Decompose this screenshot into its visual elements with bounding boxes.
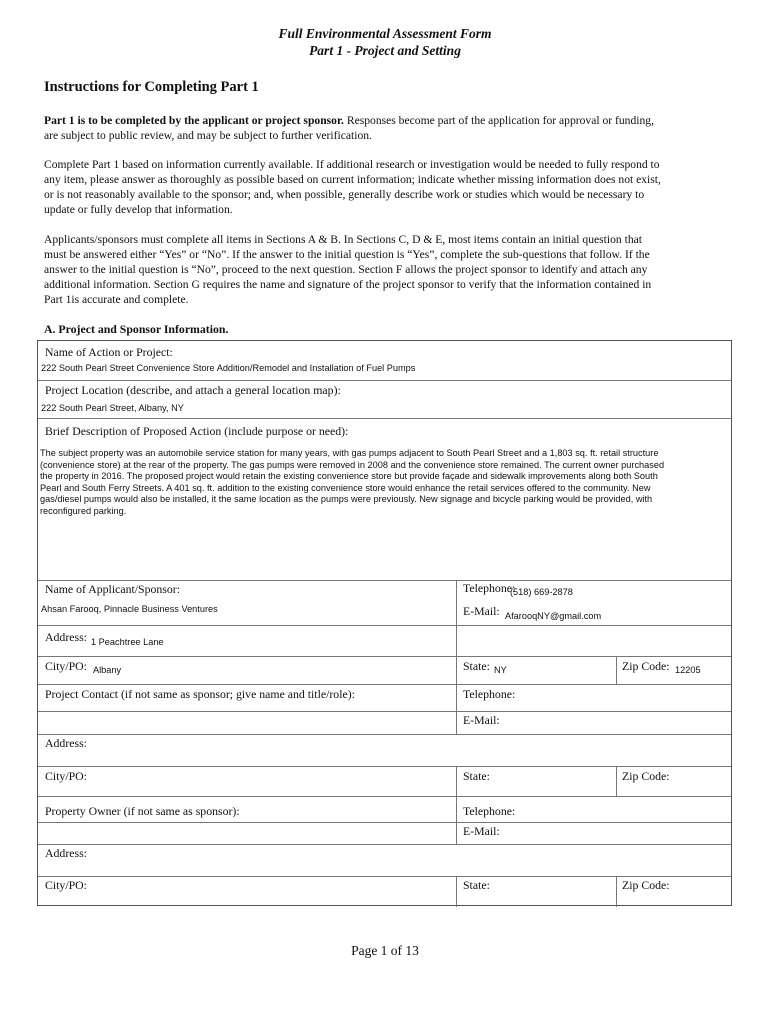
contact-state-label: State:: [463, 769, 490, 783]
applicant-zip-field[interactable]: 12205: [675, 665, 701, 675]
name-of-action-field[interactable]: 222 South Pearl Street Convenience Store Addition/Remodel and Installation of Fuel Pumps: [41, 363, 416, 373]
contact-address-label: Address:: [45, 736, 87, 750]
instructions-paragraph-1: [44, 113, 724, 143]
row-divider: [38, 580, 731, 581]
column-divider: [616, 656, 617, 684]
contact-zip-label: Zip Code:: [622, 769, 670, 783]
owner-email-label: E-Mail:: [463, 824, 500, 838]
column-divider: [456, 684, 457, 734]
text-line: must be answered either “Yes” or “No”. If the answer to the initial question is “Yes”, complete the sub-questions that follow. If the: [44, 248, 650, 261]
row-divider: [38, 656, 731, 657]
contact-name-label: Project Contact (if not same as sponsor; give name and title/role):: [45, 687, 355, 701]
owner-telephone-label: Telephone:: [463, 804, 516, 818]
form-header: [0, 25, 770, 59]
row-divider: [38, 734, 731, 735]
applicant-city-field[interactable]: Albany: [93, 665, 122, 675]
row-divider: [38, 822, 731, 823]
row-divider: [38, 766, 731, 767]
row-divider: [38, 876, 731, 877]
owner-zip-label: Zip Code:: [622, 878, 670, 892]
text-line: Complete Part 1 based on information currently available. If additional research or investigation would be needed to fully respond to: [44, 158, 660, 171]
instructions-paragraph-3: [44, 232, 724, 307]
text-line: answer to the initial question is “No”, proceed to the next question. Section F allows the project sponsor to identify and attach any: [44, 263, 648, 276]
row-divider: [38, 711, 731, 712]
name-of-action-label: Name of Action or Project:: [45, 345, 173, 359]
text-line: additional information. Section G requires the name and signature of the project sponsor to verify that the information contained in: [44, 278, 652, 291]
applicant-email-label: E-Mail:: [463, 604, 500, 618]
row-divider: [38, 380, 731, 381]
row-divider: [38, 418, 731, 419]
project-sponsor-form: [37, 340, 732, 906]
column-divider: [456, 876, 457, 907]
applicant-state-field[interactable]: NY: [494, 665, 507, 675]
text-line: or is not reasonably available to the sponsor; and, when possible, generally describe work or studies which would be necessary to: [44, 188, 645, 201]
instructions-paragraph-2: [44, 157, 724, 217]
owner-name-label: Property Owner (if not same as sponsor):: [45, 804, 240, 818]
column-divider: [456, 766, 457, 796]
applicant-telephone-field[interactable]: (518) 669-2878: [510, 587, 573, 597]
page-number: Page 1 of 13: [351, 943, 419, 958]
contact-telephone-label: Telephone:: [463, 687, 516, 701]
column-divider: [616, 876, 617, 907]
column-divider: [456, 580, 457, 656]
applicant-name-field[interactable]: Ahsan Farooq, Pinnacle Business Ventures: [41, 604, 218, 614]
applicant-telephone-label: Telephone:: [463, 581, 516, 595]
instructions-heading: Instructions for Completing Part 1: [44, 79, 259, 95]
column-divider: [456, 796, 457, 844]
applicant-name-label: Name of Applicant/Sponsor:: [45, 582, 180, 596]
applicant-state-label: State:: [463, 659, 490, 673]
applicant-address-label: Address:: [45, 630, 87, 644]
applicant-address-field[interactable]: 1 Peachtree Lane: [91, 637, 164, 647]
description-field[interactable]: The subject property was an automobile service station for many years, with gas pumps adjacent to South Pearl Street and a 1,803 sq. ft. retail structure (convenience store) at the rear of the property. The gas pumps were removed in 2008 and the convenience store remained. The current owner purchased the property in 2016. The proposed project would retain the existing convenience store but provide façade and sidewalk improvements along both South Pearl and South Ferry Streets. A 401 sq. ft. addition to the existing convenience store would enhance the retail services offered to the community. New gas/diesel pumps would also be installed, it the same location as the pumps were previously. New signage and bicycle parking would be provided, with reconfigured parking.: [40, 448, 665, 516]
owner-state-label: State:: [463, 878, 490, 892]
instructions-p1-bold: Part 1 is to be completed by the applicant or project sponsor.: [44, 114, 344, 127]
contact-email-label: E-Mail:: [463, 713, 500, 727]
owner-address-label: Address:: [45, 846, 87, 860]
row-divider: [38, 625, 731, 626]
description-label: Brief Description of Proposed Action (include purpose or need):: [45, 424, 349, 438]
row-divider: [38, 684, 731, 685]
column-divider: [616, 766, 617, 796]
text-line: update or fully develop that information.: [44, 203, 233, 216]
text-line: Applicants/sponsors must complete all items in Sections A & B. In Sections C, D & E, most items contain an initial question that: [44, 233, 642, 246]
applicant-city-label: City/PO:: [45, 659, 87, 673]
applicant-zip-label: Zip Code:: [622, 659, 670, 673]
contact-city-label: City/PO:: [45, 769, 87, 783]
instructions-p1-line2: are subject to public review, and may be subject to further verification.: [44, 129, 372, 142]
project-location-field[interactable]: 222 South Pearl Street, Albany, NY: [41, 403, 184, 413]
form-title: Full Environmental Assessment Form: [278, 26, 492, 41]
text-line: any item, please answer as thoroughly as possible based on current information; indicate whether missing information does not exist,: [44, 173, 661, 186]
owner-city-label: City/PO:: [45, 878, 87, 892]
text-line: Part 1is accurate and complete.: [44, 293, 189, 306]
row-divider: [38, 796, 731, 797]
project-location-label: Project Location (describe, and attach a general location map):: [45, 383, 341, 397]
section-a-heading: A. Project and Sponsor Information.: [44, 322, 229, 336]
applicant-email-field[interactable]: AfarooqNY@gmail.com: [505, 611, 602, 621]
instructions-p1-rest: Responses become part of the application for approval or funding,: [343, 114, 654, 127]
form-subtitle: Part 1 - Project and Setting: [309, 43, 461, 58]
row-divider: [38, 844, 731, 845]
